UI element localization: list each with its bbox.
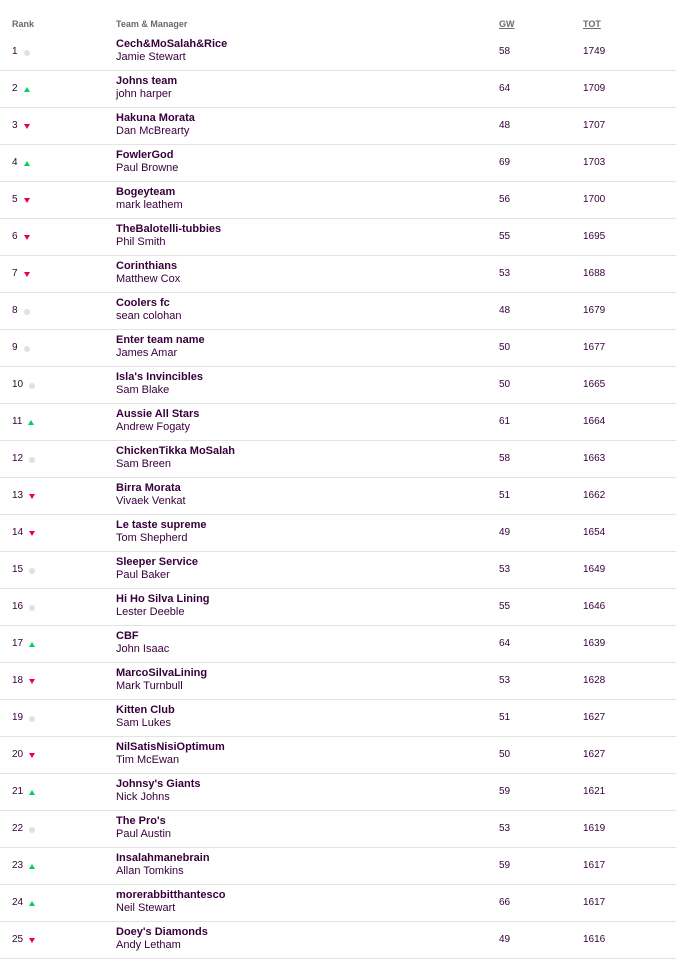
- table-row: [0, 71, 676, 108]
- rank-unchanged-icon: [29, 716, 35, 722]
- rank-number: 2: [12, 83, 18, 94]
- team-name-link[interactable]: FowlerGod: [116, 149, 174, 161]
- gameweek-points: 50: [499, 379, 511, 390]
- team-name-link[interactable]: Coolers fc: [116, 297, 170, 309]
- total-points: 1617: [583, 860, 606, 871]
- total-points: 1662: [583, 490, 606, 501]
- rank-down-arrow-icon: [29, 494, 35, 499]
- rank-down-arrow-icon: [29, 531, 35, 536]
- gameweek-points: 59: [499, 786, 511, 797]
- total-points: 1688: [583, 268, 606, 279]
- total-points: 1646: [583, 601, 606, 612]
- table-header: [0, 0, 676, 34]
- table-row: [0, 145, 676, 182]
- table-row: [0, 34, 676, 71]
- gameweek-points: 51: [499, 712, 511, 723]
- manager-name: Tom Shepherd: [116, 532, 188, 544]
- gameweek-points: 51: [499, 490, 511, 501]
- rank-up-arrow-icon: [29, 864, 35, 869]
- rank-number: 12: [12, 453, 24, 464]
- total-points: 1749: [583, 46, 606, 57]
- rank-unchanged-icon: [24, 346, 30, 352]
- rank-unchanged-icon: [29, 383, 35, 389]
- table-row: [0, 182, 676, 219]
- table-row: [0, 404, 676, 441]
- team-name-link[interactable]: Corinthians: [116, 260, 178, 272]
- gameweek-points: 49: [499, 527, 511, 538]
- team-name-link[interactable]: MarcoSilvaLining: [116, 667, 208, 679]
- gameweek-points: 56: [499, 194, 511, 205]
- team-name-link[interactable]: NilSatisNisiOptimum: [116, 741, 225, 753]
- table-row: [0, 552, 676, 589]
- total-points: 1628: [583, 675, 606, 686]
- gw-column-header[interactable]: GW: [499, 19, 515, 29]
- rank-number: 5: [12, 194, 18, 205]
- manager-name: Sam Lukes: [116, 717, 172, 729]
- team-name-link[interactable]: Le taste supreme: [116, 519, 207, 531]
- manager-name: Andrew Fogaty: [116, 421, 190, 433]
- table-row: [0, 256, 676, 293]
- table-row: [0, 330, 676, 367]
- table-row: [0, 367, 676, 404]
- rank-number: 1: [12, 46, 18, 57]
- team-name-link[interactable]: Isla's Invincibles: [116, 371, 203, 383]
- rank-number: 3: [12, 120, 18, 131]
- total-points: 1627: [583, 749, 606, 760]
- gameweek-points: 64: [499, 638, 511, 649]
- total-points: 1619: [583, 823, 606, 834]
- rank-number: 19: [12, 712, 24, 723]
- team-name-link[interactable]: morerabbitthantesco: [116, 889, 226, 901]
- rank-number: 22: [12, 823, 24, 834]
- gameweek-points: 55: [499, 231, 511, 242]
- manager-name: Neil Stewart: [116, 902, 176, 914]
- team-name-link[interactable]: Cech&MoSalah&Rice: [116, 38, 228, 50]
- gameweek-points: 59: [499, 860, 511, 871]
- gameweek-points: 53: [499, 823, 511, 834]
- manager-name: John Isaac: [116, 643, 170, 655]
- gameweek-points: 50: [499, 749, 511, 760]
- total-points: 1679: [583, 305, 606, 316]
- total-points: 1709: [583, 83, 606, 94]
- total-points: 1616: [583, 934, 606, 945]
- rank-number: 24: [12, 897, 24, 908]
- table-row: [0, 663, 676, 700]
- gameweek-points: 48: [499, 120, 511, 131]
- manager-name: Lester Deeble: [116, 606, 185, 618]
- rank-down-arrow-icon: [29, 938, 35, 943]
- total-points: 1707: [583, 120, 606, 131]
- total-points: 1621: [583, 786, 606, 797]
- table-row: [0, 811, 676, 848]
- manager-name: Sam Blake: [116, 384, 170, 396]
- rank-number: 15: [12, 564, 24, 575]
- rank-down-arrow-icon: [29, 753, 35, 758]
- team-name-link[interactable]: TheBalotelli-tubbies: [116, 223, 222, 235]
- team-name-link[interactable]: Johns team: [116, 75, 178, 87]
- gameweek-points: 66: [499, 897, 511, 908]
- table-row: [0, 885, 676, 922]
- team-name-link[interactable]: Birra Morata: [116, 482, 181, 494]
- total-points: 1654: [583, 527, 606, 538]
- rank-number: 7: [12, 268, 18, 279]
- team-manager-column-header: Team & Manager: [116, 19, 188, 29]
- rank-unchanged-icon: [29, 457, 35, 463]
- manager-name: James Amar: [116, 347, 178, 359]
- rank-number: 6: [12, 231, 18, 242]
- rank-unchanged-icon: [24, 309, 30, 315]
- manager-name: Tim McEwan: [116, 754, 180, 766]
- total-points: 1627: [583, 712, 606, 723]
- rank-down-arrow-icon: [24, 124, 30, 129]
- rank-number: 10: [12, 379, 24, 390]
- total-points: 1664: [583, 416, 606, 427]
- rank-number: 17: [12, 638, 24, 649]
- rank-up-arrow-icon: [24, 161, 30, 166]
- table-row: [0, 515, 676, 552]
- team-name-link[interactable]: Insalahmanebrain: [116, 852, 210, 864]
- table-row: [0, 922, 676, 959]
- gameweek-points: 53: [499, 564, 511, 575]
- rank-unchanged-icon: [24, 50, 30, 56]
- manager-name: Paul Austin: [116, 828, 172, 840]
- rank-column-header: Rank: [12, 19, 35, 29]
- manager-name: john harper: [116, 88, 172, 100]
- rank-number: 23: [12, 860, 24, 871]
- total-points: 1700: [583, 194, 606, 205]
- total-points: 1617: [583, 897, 606, 908]
- manager-name: Sam Breen: [116, 458, 172, 470]
- gameweek-points: 49: [499, 934, 511, 945]
- rank-down-arrow-icon: [24, 272, 30, 277]
- rank-number: 11: [12, 416, 23, 427]
- team-name-link[interactable]: Johnsy's Giants: [116, 778, 201, 790]
- rank-number: 18: [12, 675, 24, 686]
- team-name-link[interactable]: Kitten Club: [116, 704, 175, 716]
- rank-down-arrow-icon: [29, 679, 35, 684]
- total-points: 1639: [583, 638, 606, 649]
- team-name-link[interactable]: Aussie All Stars: [116, 408, 200, 420]
- rank-down-arrow-icon: [24, 198, 30, 203]
- table-row: [0, 774, 676, 811]
- manager-name: mark leathem: [116, 199, 183, 211]
- rank-number: 14: [12, 527, 24, 538]
- table-row: [0, 848, 676, 885]
- team-name-link[interactable]: Hi Ho Silva Lining: [116, 593, 210, 605]
- total-points: 1663: [583, 453, 606, 464]
- gameweek-points: 48: [499, 305, 511, 316]
- table-row: [0, 219, 676, 256]
- rank-number: 8: [12, 305, 18, 316]
- table-body: [0, 34, 676, 959]
- team-name-link[interactable]: Sleeper Service: [116, 556, 198, 568]
- rank-number: 16: [12, 601, 24, 612]
- team-name-link[interactable]: ChickenTikka MoSalah: [116, 445, 236, 457]
- manager-name: Matthew Cox: [116, 273, 181, 285]
- table-row: [0, 478, 676, 515]
- manager-name: Phil Smith: [116, 236, 166, 248]
- rank-up-arrow-icon: [29, 642, 35, 647]
- rank-unchanged-icon: [29, 568, 35, 574]
- team-name-link[interactable]: CBF: [116, 630, 139, 642]
- gameweek-points: 50: [499, 342, 511, 353]
- table-row: [0, 589, 676, 626]
- rank-up-arrow-icon: [28, 420, 34, 425]
- rank-number: 4: [12, 157, 18, 168]
- manager-name: Vivaek Venkat: [116, 495, 186, 507]
- team-name-link[interactable]: Enter team name: [116, 334, 205, 346]
- table-row: [0, 108, 676, 145]
- manager-name: Paul Browne: [116, 162, 179, 174]
- team-name-link[interactable]: The Pro's: [116, 815, 166, 827]
- manager-name: Paul Baker: [116, 569, 170, 581]
- gameweek-points: 61: [499, 416, 511, 427]
- rank-unchanged-icon: [29, 827, 35, 833]
- total-points: 1695: [583, 231, 606, 242]
- manager-name: Dan McBrearty: [116, 125, 190, 137]
- rank-number: 9: [12, 342, 18, 353]
- table-row: [0, 293, 676, 330]
- rank-up-arrow-icon: [29, 790, 35, 795]
- rank-number: 25: [12, 934, 24, 945]
- total-points: 1703: [583, 157, 606, 168]
- total-points: 1649: [583, 564, 606, 575]
- gameweek-points: 69: [499, 157, 511, 168]
- manager-name: Mark Turnbull: [116, 680, 183, 692]
- table-row: [0, 441, 676, 478]
- rank-down-arrow-icon: [24, 235, 30, 240]
- rank-up-arrow-icon: [24, 87, 30, 92]
- gameweek-points: 58: [499, 453, 511, 464]
- manager-name: Andy Letham: [116, 939, 181, 951]
- manager-name: sean colohan: [116, 310, 182, 322]
- total-points: 1665: [583, 379, 606, 390]
- manager-name: Nick Johns: [116, 791, 170, 803]
- manager-name: Jamie Stewart: [116, 51, 186, 63]
- total-points: 1677: [583, 342, 606, 353]
- rank-number: 20: [12, 749, 24, 760]
- team-name-link[interactable]: Hakuna Morata: [116, 112, 195, 124]
- team-name-link[interactable]: Bogeyteam: [116, 186, 176, 198]
- team-name-link[interactable]: Doey's Diamonds: [116, 926, 208, 938]
- manager-name: Allan Tomkins: [116, 865, 184, 877]
- tot-column-header[interactable]: TOT: [583, 19, 601, 29]
- gameweek-points: 64: [499, 83, 511, 94]
- rank-up-arrow-icon: [29, 901, 35, 906]
- rank-unchanged-icon: [29, 605, 35, 611]
- rank-number: 13: [12, 490, 24, 501]
- gameweek-points: 53: [499, 268, 511, 279]
- table-row: [0, 737, 676, 774]
- table-row: [0, 626, 676, 663]
- gameweek-points: 53: [499, 675, 511, 686]
- rank-number: 21: [12, 786, 24, 797]
- gameweek-points: 55: [499, 601, 511, 612]
- table-row: [0, 700, 676, 737]
- gameweek-points: 58: [499, 46, 511, 57]
